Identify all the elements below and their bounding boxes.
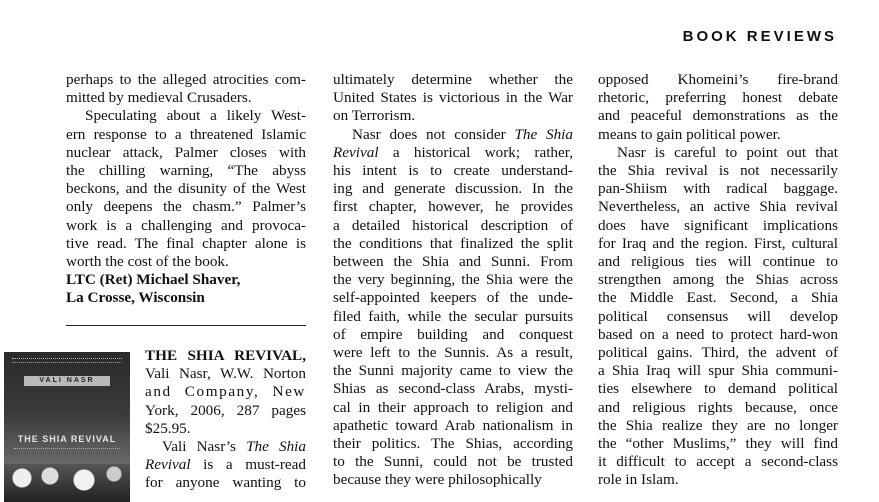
text-line: cal in their approach to religion and — [333, 398, 573, 416]
text-line: his intent is to create understand- — [333, 162, 573, 180]
text-line: the “other Muslims,” they will find — [598, 435, 838, 453]
text-line: apathetic toward Arab nationalism in — [333, 416, 573, 434]
book-heading: THE SHIA REVIVAL, — [145, 347, 306, 364]
cover-title: THE SHIA REVIVAL — [17, 434, 117, 444]
column-2 — [333, 71, 573, 490]
text-line: first chapter, however, he provides — [333, 198, 573, 216]
reviewer-location: La Crosse, Wisconsin — [66, 289, 205, 307]
text-line: between the Shia and Sunni. From — [333, 253, 573, 271]
book-info-line: York, 2006, 287 pages — [145, 401, 306, 419]
text-line: the Shia revival is not necessarily — [598, 162, 838, 180]
text-line: means to gain political power. — [598, 125, 781, 143]
section-header: BOOK REVIEWS — [682, 28, 837, 45]
text-line: a Shia Iraq will spur Shia communi- — [598, 362, 838, 380]
text-line: of empire building and conquest — [333, 325, 573, 343]
text-line: pan-Shiism with radical baggage. — [598, 180, 838, 198]
cover-photo — [4, 464, 130, 502]
text-line: work is a challenging and provoca- — [66, 216, 306, 234]
text-line: based on a need to protect hard-won — [598, 325, 838, 343]
book-info-line: and Company, New — [145, 383, 306, 401]
text-line: rhetoric, preferring honest debate — [598, 89, 838, 107]
text-line: filed faith, while the secular pursuits — [333, 307, 573, 325]
text-line: the conditions that finalized the split — [333, 234, 573, 252]
text-line: Nasr does not consider The Shia — [352, 125, 573, 143]
text-line: nuclear attack, Palmer closes with — [66, 143, 306, 161]
text-line: on Terrorism. — [333, 107, 416, 125]
text-line: were left to the Sunnis. As a result, — [333, 344, 573, 362]
text-line: Speculating about a likely West- — [85, 107, 306, 125]
reviewer-name: LTC (Ret) Michael Shaver, — [66, 271, 241, 289]
column-3 — [598, 71, 838, 490]
text-line: mitted by medieval Crusaders. — [66, 89, 252, 107]
text-line: and religious rights because, once — [598, 398, 838, 416]
text-line: only deepens the chasm.” Palmer’s — [66, 198, 306, 216]
text-line: Revival is a must-read — [145, 456, 306, 474]
text-line: because they were philosophically — [333, 471, 542, 489]
section-divider — [66, 325, 306, 326]
text-line: worth the cost of the book. — [66, 253, 229, 271]
text-line: the chilling warning, “The abyss — [66, 162, 306, 180]
text-line: it difficult to accept a second-class — [598, 453, 838, 471]
text-line: tive read. The final chapter alone is — [66, 234, 306, 252]
text-line: the Middle East. Second, a Shia — [598, 289, 838, 307]
text-line: does have significant implications — [598, 216, 838, 234]
text-line: self-appointed keepers of the unde- — [333, 289, 573, 307]
text-line: ing and generate discussion. In the — [333, 180, 573, 198]
text-line: Shias as second-class Arabs, mysti- — [333, 380, 573, 398]
text-line: a detailed historical description of — [333, 216, 573, 234]
text-line: the Shia realize they are no longer — [598, 416, 838, 434]
text-line: Nasr is careful to point out that — [617, 143, 838, 161]
text-line: and peaceful demonstrations as the — [598, 107, 838, 125]
text-line: opposed Khomeini’s fire-brand — [598, 71, 838, 88]
cover-author: VALI NASR — [24, 376, 110, 386]
text-line: ultimately determine whether the — [333, 71, 573, 88]
text-line: role in Islam. — [598, 471, 679, 489]
text-line: their politics. The Shias, according — [333, 435, 573, 453]
text-line: the Sunni majority came to view the — [333, 362, 573, 380]
text-line: for Iraq and the region. First, cultural — [598, 234, 838, 252]
text-line: ties elsewhere to demand political — [598, 380, 838, 398]
text-line: United States is victorious in the War — [333, 89, 573, 107]
book-info-line: $25.95. — [145, 419, 191, 437]
text-line: political consensus will develop — [598, 307, 838, 325]
text-line: strengthen among the Shias across — [598, 271, 838, 289]
text-line: to the Sunni, could not be trusted — [333, 453, 573, 471]
book-info-line: Vali Nasr, W.W. Norton — [145, 365, 306, 383]
text-line: the very beginning, the Shia were the — [333, 271, 573, 289]
text-line: perhaps to the alleged atrocities com- — [66, 71, 306, 88]
text-line: political gains. Third, the advent of — [598, 344, 838, 362]
text-line: beckons, and the disunity of the West — [66, 180, 306, 198]
book-cover-image — [4, 352, 130, 502]
text-line: ern response to a threatened Islamic — [66, 125, 306, 143]
book-info — [145, 347, 306, 493]
cover-tagline — [12, 358, 122, 363]
text-line: Revival a historical work; rather, — [333, 143, 573, 161]
text-line: Vali Nasr’s The Shia — [162, 438, 306, 456]
text-line: and religious ties will continue to — [598, 253, 838, 271]
cover-subtitle — [14, 448, 120, 452]
text-line: Nevertheless, an active Shia revival — [598, 198, 838, 216]
text-line: for anyone wanting to — [145, 474, 306, 492]
column-1 — [66, 71, 306, 308]
